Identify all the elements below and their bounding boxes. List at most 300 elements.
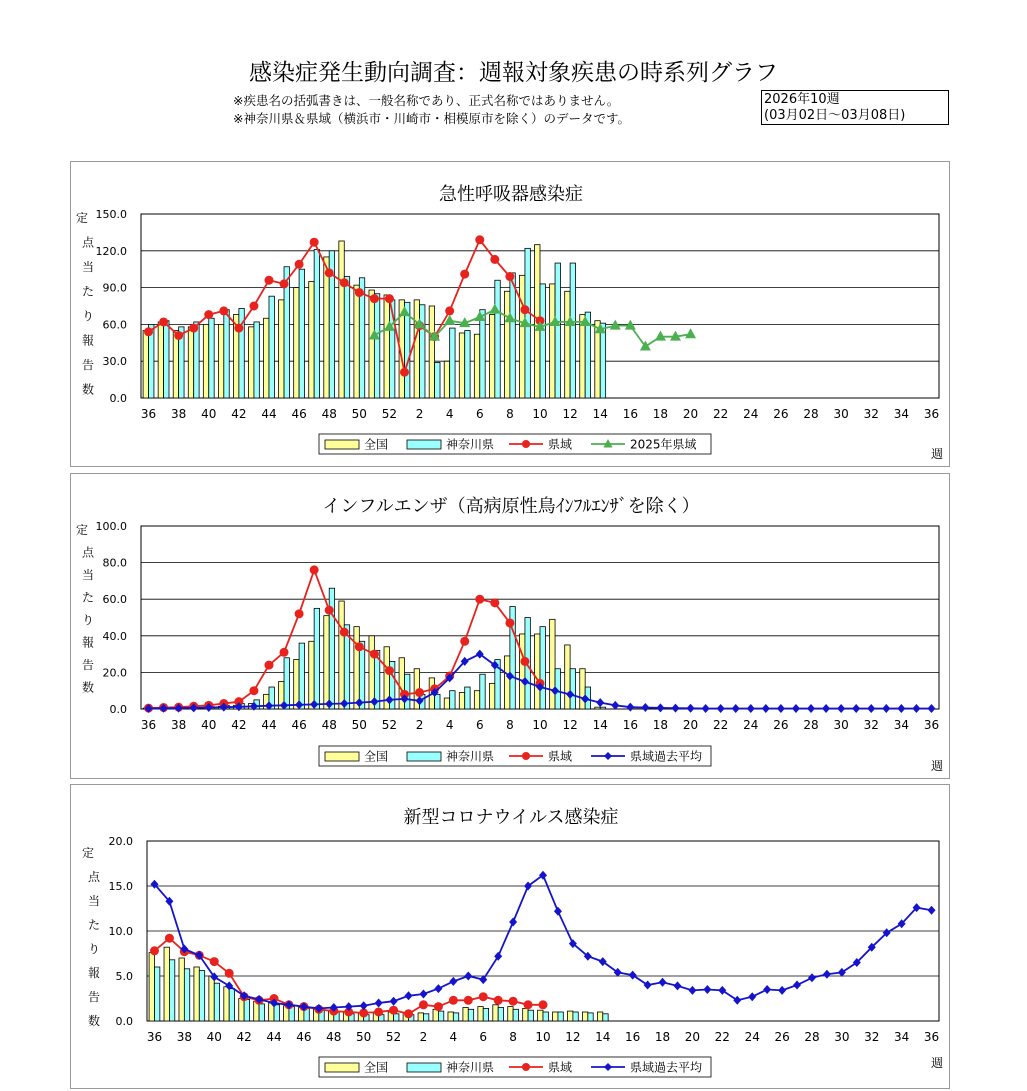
x-tick-label: 18 [654,1030,671,1044]
point-prefecture [225,969,234,978]
y-tick-label: 100.0 [95,520,127,533]
point-prefecture [234,324,243,333]
x-tick-label: 12 [562,718,578,732]
bar-kanagawa [540,627,545,709]
point-prefecture [400,368,409,377]
bar-kanagawa [453,1013,458,1021]
x-tick-label: 20 [682,407,699,421]
page-title: 感染症発生動向調査：週報対象疾患の時系列グラフ [249,60,778,86]
x-tick-label: 20 [684,1030,701,1044]
bar-national [429,306,434,398]
x-tick-label: 44 [266,1030,282,1044]
point-prefecture [479,992,488,1001]
x-tick-label: 48 [326,1030,342,1044]
chart-svg [71,785,951,1090]
x-tick-label: 26 [774,1030,790,1044]
bar-national [324,616,329,709]
point-prefecture [460,270,469,279]
x-tick-label: 28 [804,1030,820,1044]
point-prefecture [475,235,484,244]
bar-kanagawa [513,1009,518,1021]
bar-national [448,1012,453,1021]
legend-label: 県域過去平均 [630,1060,703,1075]
bar-kanagawa [254,322,259,398]
y-axis-label-char: 告 [81,358,95,372]
bar-kanagawa [169,960,174,1021]
bar-kanagawa [540,284,545,398]
x-tick-label: 46 [291,718,307,732]
x-tick-label: 4 [449,1030,458,1044]
legend-label: 県域過去平均 [630,749,703,764]
x-tick-label: 22 [713,407,729,421]
bar-national [459,333,464,398]
x-tick-label: 32 [863,718,879,732]
x-tick-label: 20 [682,718,699,732]
bar-kanagawa [498,1008,503,1022]
x-tick-label: 18 [652,718,669,732]
bar-national [369,636,374,709]
chart-title: 新型コロナウイルス感染症 [403,807,619,828]
point-prefecture [340,278,349,287]
chart-title: 急性呼吸器感染症 [439,184,583,205]
x-tick-label: 2 [419,1030,428,1044]
bar-national [173,331,178,398]
bar-kanagawa [588,1013,593,1021]
bar-kanagawa [510,273,515,398]
y-axis-label-char: 点 [81,545,95,560]
bar-kanagawa [359,641,364,709]
x-tick-label: 38 [171,718,187,732]
x-tick-label: 36 [923,718,940,732]
x-tick-label: 44 [261,718,277,732]
x-tick-label: 14 [592,718,608,732]
bar-national [354,627,359,709]
bar-national [309,641,314,709]
bar-kanagawa [555,263,560,398]
point-prefecture [520,657,529,666]
y-tick-label: 120.0 [95,244,127,258]
x-tick-label: 36 [146,1030,163,1044]
x-tick-label: 42 [231,407,247,421]
y-tick-label: 20.0 [108,835,133,848]
bar-kanagawa [450,328,455,398]
chart-panel-influenza [70,473,950,779]
x-tick-label: 8 [506,718,514,732]
bar-kanagawa [284,658,289,709]
legend-marker [522,752,530,760]
point-prefecture [210,957,219,966]
x-tick-label: 24 [743,718,759,732]
x-tick-label: 36 [923,407,940,421]
bar-kanagawa [570,669,575,709]
x-tick-label: 8 [509,1030,517,1044]
legend-swatch [325,752,359,761]
x-tick-label: 16 [622,718,638,732]
bar-national [414,300,419,398]
bar-national [194,967,199,1021]
x-tick-label: 48 [321,407,337,421]
point-prefecture [165,934,174,943]
bar-kanagawa [394,1014,399,1021]
x-tick-label: 10 [532,718,548,732]
x-tick-label: 16 [622,407,638,421]
x-tick-label: 6 [475,718,484,732]
y-tick-label: 90.0 [102,281,127,295]
point-prefecture [505,272,514,281]
bar-national [164,947,169,1021]
bar-kanagawa [573,1012,578,1021]
bar-kanagawa [299,269,304,398]
y-axis-label-char: 数 [87,1014,101,1028]
chart-panel-acute-respiratory [70,161,950,467]
x-tick-label: 50 [351,407,367,421]
bar-kanagawa [480,674,485,709]
x-tick-label: 44 [261,407,277,421]
y-axis-label-char: た [81,590,95,605]
y-tick-label: 0.0 [109,703,127,716]
bar-national [188,327,193,398]
x-tick-label: 38 [171,407,187,421]
x-tick-label: 6 [475,407,484,421]
bar-kanagawa [344,277,349,398]
bar-kanagawa [269,296,274,398]
x-tick-label: 40 [201,718,217,732]
y-tick-label: 15.0 [108,880,133,893]
point-prefecture [370,650,379,659]
legend-label: 県域 [548,749,573,764]
bar-national [582,1012,587,1021]
x-axis-unit: 週 [930,1056,943,1070]
point-prefecture [189,324,198,333]
y-tick-label: 60.0 [102,593,127,607]
bar-national [520,275,525,398]
bar-national [433,1009,438,1021]
legend-label: 全国 [364,1060,389,1075]
chart-svg [71,474,951,780]
bar-kanagawa [259,1004,264,1021]
x-tick-label: 18 [652,407,669,421]
bar-national [595,707,600,709]
y-axis-label-char: た [87,918,101,932]
point-prefecture [295,260,304,269]
bar-national [279,300,284,398]
bar-national [294,288,299,398]
bar-national [459,693,464,709]
point-prefecture [264,276,273,285]
point-prefecture [249,686,258,695]
y-tick-label: 40.0 [102,629,127,643]
y-axis-label-char: 点 [81,235,95,250]
bar-national [463,1008,468,1022]
bar-national [339,601,344,709]
point-prefecture [150,946,159,955]
bar-kanagawa [543,1012,548,1021]
x-tick-label: 32 [863,407,879,421]
bar-national [493,1005,498,1021]
y-tick-label: 30.0 [102,355,127,369]
y-axis-label-char: 定 [81,846,95,860]
x-tick-label: 8 [506,407,514,421]
x-tick-label: 36 [140,407,157,421]
point-prefecture [385,294,394,303]
y-axis-label-char: 当 [81,260,95,274]
bar-kanagawa [465,687,470,709]
bar-kanagawa [199,971,204,1021]
bar-national [553,1012,558,1021]
y-tick-label: 80.0 [102,556,127,570]
legend-label: 神奈川県 [446,437,495,452]
point-prefecture [490,255,499,264]
y-tick-label: 150.0 [95,208,127,221]
point-prefecture [539,1000,548,1009]
bar-national [143,331,148,398]
point-prefecture [520,305,529,314]
x-tick-label: 42 [231,718,247,732]
bar-national [384,295,389,398]
bar-kanagawa [314,250,319,398]
x-tick-label: 52 [385,1030,402,1044]
point-prefecture [494,996,503,1005]
y-axis-label-char: 点 [87,870,101,884]
bar-kanagawa [374,294,379,398]
x-tick-label: 36 [140,718,157,732]
legend-label: 県域 [548,437,573,452]
bar-national [354,285,359,398]
legend-label: 全国 [364,749,389,764]
point-prefecture [144,327,153,336]
y-axis-label-char: 当 [81,568,95,582]
x-tick-label: 30 [834,1030,850,1044]
x-tick-label: 26 [773,407,789,421]
bar-kanagawa [483,1008,488,1021]
y-axis-label-char: り [81,309,95,323]
bar-kanagawa [420,305,425,398]
x-tick-label: 28 [803,718,819,732]
bar-kanagawa [600,323,605,398]
y-axis-label-char: 報 [81,333,95,348]
x-tick-label: 24 [743,407,759,421]
bar-national [478,1007,483,1021]
bar-kanagawa [224,310,229,398]
legend-swatch [407,440,441,449]
week-date-range: (03月02日～03月08日) [764,108,906,123]
x-tick-label: 30 [833,407,849,421]
x-tick-label: 48 [321,718,337,732]
bar-national [550,619,555,709]
x-tick-label: 30 [833,718,849,732]
bar-kanagawa [600,707,605,709]
y-axis-label-char: り [87,942,101,956]
legend-label: 2025年県域 [630,437,697,452]
point-prefecture [325,268,334,277]
bar-kanagawa [438,1011,443,1021]
x-tick-label: 24 [744,1030,760,1044]
point-prefecture [325,606,334,615]
bar-kanagawa [558,1012,563,1021]
x-tick-label: 34 [894,1030,910,1044]
note-line-1: ※疾患名の括弧書きは、一般名称であり、正式名称ではありません。 [233,93,620,108]
chart-title: インフルエンザ（高病原性鳥ｲﾝﾌﾙｴﾝｻﾞを除く） [322,496,700,517]
bar-national [538,1010,543,1021]
bar-national [580,669,585,709]
point-prefecture [295,609,304,618]
week-label: 2026年10週 [764,92,840,107]
x-tick-label: 2 [415,718,424,732]
bar-national [339,241,344,398]
bar-national [209,976,214,1021]
bar-national [568,1011,573,1021]
x-tick-label: 42 [236,1030,252,1044]
y-axis-label-char: 報 [87,966,101,980]
bar-kanagawa [274,1005,279,1021]
bar-national [565,291,570,398]
bar-national [264,318,269,398]
x-tick-label: 36 [923,1030,940,1044]
y-axis-label-char: り [81,613,95,627]
bar-kanagawa [423,1014,428,1021]
x-tick-label: 12 [562,407,578,421]
bar-kanagawa [214,983,219,1021]
y-axis-label-char: 数 [81,382,95,397]
x-tick-label: 52 [381,718,398,732]
legend-marker [522,440,530,448]
note-line-2: ※神奈川県＆県域（横浜市・川崎市・相模原市を除く）のデータです。 [233,111,630,126]
bar-national [444,361,449,398]
point-prefecture [449,996,458,1005]
point-prefecture [509,997,518,1006]
point-prefecture [434,1002,443,1011]
x-tick-label: 14 [592,407,608,421]
x-tick-label: 52 [381,407,398,421]
point-prefecture [370,294,379,303]
point-prefecture [415,688,424,697]
x-tick-label: 4 [445,718,454,732]
legend-label: 県域 [548,1060,573,1075]
bar-national [565,645,570,709]
bar-kanagawa [603,1014,608,1021]
legend-swatch [325,440,359,449]
point-prefecture [374,1008,383,1017]
bar-kanagawa [480,310,485,398]
legend [319,746,711,766]
x-tick-label: 10 [535,1030,551,1044]
bar-national [535,634,540,709]
bar-national [149,953,154,1021]
legend-swatch [407,1063,441,1072]
legend-label: 神奈川県 [446,1060,495,1075]
bar-national [179,958,184,1021]
bar-kanagawa [229,989,234,1021]
bar-national [597,1012,602,1021]
bar-kanagawa [194,322,199,398]
point-prefecture [490,598,499,607]
legend-label: 全国 [364,437,389,452]
x-axis-unit: 週 [930,447,943,461]
bar-national [203,324,208,398]
bar-national [418,1013,423,1021]
legend-swatch [325,1063,359,1072]
x-tick-label: 34 [893,407,909,421]
point-prefecture [280,279,289,288]
point-prefecture [355,288,364,297]
point-prefecture [389,1006,398,1015]
x-tick-label: 50 [356,1030,372,1044]
point-prefecture [385,666,394,675]
y-axis-label-char: 告 [87,990,101,1004]
point-prefecture [445,306,454,315]
legend [319,1057,711,1077]
x-tick-label: 22 [714,1030,730,1044]
x-tick-label: 50 [351,718,367,732]
bar-national [249,327,254,398]
y-tick-label: 5.0 [115,970,133,983]
legend-label: 神奈川県 [446,749,495,764]
y-axis-label-char: 定 [75,523,89,537]
x-tick-label: 16 [625,1030,641,1044]
x-tick-label: 6 [479,1030,488,1044]
y-axis-label-char: 定 [75,211,89,225]
bar-kanagawa [299,643,304,709]
bar-national [218,324,223,398]
legend-marker [522,1063,530,1071]
point-prefecture [280,648,289,657]
bar-kanagawa [450,691,455,709]
chart-panel-covid19 [70,784,950,1089]
point-prefecture [355,642,364,651]
point-prefecture [340,628,349,637]
point-prefecture [310,565,319,574]
point-prefecture [159,317,168,326]
x-tick-label: 34 [893,718,909,732]
x-axis-unit: 週 [930,759,943,773]
point-prefecture [204,310,213,319]
bar-national [504,291,509,398]
bar-kanagawa [209,318,214,398]
point-prefecture [310,238,319,247]
x-tick-label: 2 [415,407,424,421]
bar-national [508,1007,513,1021]
x-tick-label: 4 [445,407,454,421]
bar-national [309,281,314,398]
y-axis-label-char: 報 [81,635,95,650]
bar-national [239,999,244,1022]
chart-svg [71,162,951,468]
bar-kanagawa [495,280,500,398]
point-prefecture [249,302,258,311]
point-prefecture [264,661,273,670]
y-tick-label: 10.0 [108,925,133,938]
y-tick-label: 20.0 [102,666,127,680]
legend-swatch [407,752,441,761]
x-tick-label: 38 [176,1030,192,1044]
x-tick-label: 14 [595,1030,611,1044]
y-axis-label-char: 数 [81,680,95,695]
bar-national [489,683,494,709]
point-prefecture [505,618,514,627]
bar-kanagawa [164,321,169,398]
bar-kanagawa [154,967,159,1021]
x-tick-label: 40 [201,407,217,421]
bar-kanagawa [468,1009,473,1021]
bar-national [369,290,374,398]
point-prefecture [475,595,484,604]
bar-national [474,334,479,398]
week-range-box [761,90,949,125]
bar-national [474,691,479,709]
bar-national [580,315,585,398]
bar-national [523,1008,528,1021]
point-prefecture [460,637,469,646]
